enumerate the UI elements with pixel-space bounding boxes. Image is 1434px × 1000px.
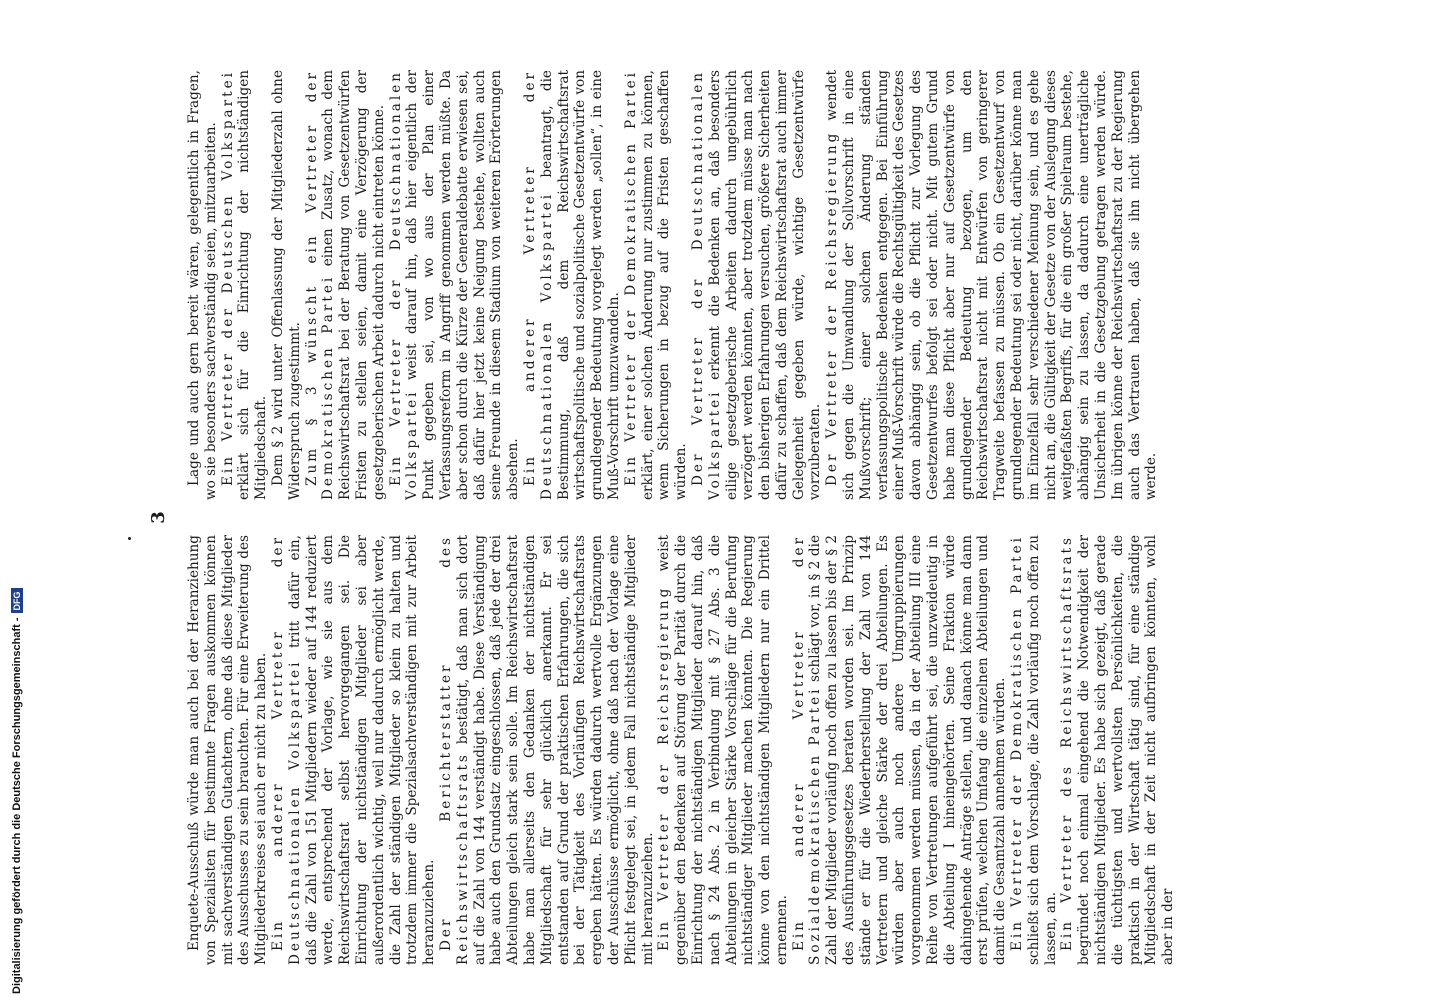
speaker-label: Ein Vertreter der Demokratischen Partei: [622, 70, 639, 486]
paragraph: [186, 535, 270, 965]
paragraph-text: begründet noch einmal eingehend die Notwendigkeit der nichtständigen Mitglieder. Es habe sich gezeigt, daß gerade die tüchtigsten und wertvollsten Persönlichkeiten, die praktisch in der Wirtschaft tätig sind, für eine ständige Mitgliedschaft in der Zeit nicht aufbringen könnten, wohl aber in der: [1076, 535, 1177, 965]
speaker-label: Ein anderer Vertreter der Sozialdemokratischen Partei: [790, 535, 824, 965]
paragraph: [824, 70, 1160, 500]
scanned-page: [148, 70, 1265, 965]
speaker-label: Ein Vertreter der Deutschnationalen Volkspartei: [387, 70, 421, 500]
paragraph: [388, 70, 522, 500]
paragraph-text: wendet sich gegen die Umwandlung der Sollvorschrift in eine Mußvorschrift; einer solchen Änderung ständen verfassungspolitische Bedenken entgegen. Bei Einführung einer Muß-Vorschrift würde die Rechtsgültigkeit des Gesetzes davon abhängig sein, ob die Pflicht zur Vorlegung des Gesetzentwurfes befolgt sei oder nicht. Mit gutem Grund habe man diese Pflicht aber nur auf Gesetzentwürfe von grundlegender Bedeutung bezogen, um den Reichswirtschaftsrat nicht mit Entwürfen von geringerer Tragweite befassen zu müssen. Ob ein Gesetzentwurf von grundlegender Bedeutung sei oder nicht, darüber könne man im Einzelfall sehr verschiedener Meinung sein, und es gehe nicht an, die Gültigkeit der Gesetze von der Auslegung dieses weitgefaßten Begriffs, für die ein großer Spielraum bestehe, abhängig sein zu lassen, da dadurch eine unerträgliche Unsicherheit in die Gesetzgebung getragen werden würde. Im übrigen könne der Reichswirtschaftsrat zu der Regierung auch das Vertrauen haben, daß sie ihn nicht übergehen werde.: [824, 70, 1160, 500]
paragraph: [791, 535, 1009, 965]
speaker-label: Zum § 3 wünscht ein Vertreter der Demokratischen Partei: [303, 70, 337, 500]
paragraph: [1009, 535, 1059, 965]
paragraph: [690, 70, 824, 500]
paragraph-text: einen Zusatz, wonach dem Reichswirtschaftsrat bei der Beratung von Gesetzentwürfen Fristen zu stellen seien, damit eine Verzögerung der gesetzgeberischen Arbeit dadurch nicht eintreten könne.: [320, 70, 387, 500]
left-column: [186, 535, 1261, 965]
page-number: 3: [148, 511, 169, 524]
paragraph-text: erklärt sich für die Einrichtung der nichtständigen Mitgliedschaft.: [236, 70, 270, 500]
paragraph: [522, 70, 623, 500]
speaker-label: Ein Vertreter der Reichsregierung: [656, 585, 673, 951]
speaker-label: Der Berichterstatter des Reichswirtschaftsrats: [437, 535, 471, 965]
paragraph-text: weist gegenüber den Bedenken auf Störung der Parität durch die Einrichtung der nichtständigen Mitglieder darauf hin, daß nach § 24 Abs. 2 in Verbindung mit § 27 Abs. 3 die Abteilungen in gleicher Stärke Vorschläge für die Berufung nichtständiger Mitglieder machen könnten. Die Regierung könne von den nichtständigen Mitgliedern nur ein Drittel ernennen.: [656, 535, 790, 965]
paragraph-text: erklärt, einer solchen Änderung nur zustimmen zu können, wenn Sicherungen in bezug auf die Fristen geschaffen würden.: [639, 70, 690, 500]
paragraph-text: Dem § 2 wird unter Offenlassung der Mitgliederzahl ohne Widerspruch zugestimmt.: [269, 70, 303, 500]
paragraph: [270, 70, 304, 500]
paragraph-text: Lage und auch gern bereit wären, gelegentlich in Fragen, wo sie besonders sachverständig seien, mitzuarbeiten.: [186, 70, 219, 500]
paragraph-text: Enquete-Ausschuß würde man auch bei der Heranziehung von Spezialisten für bestimmte Fragen auskommen können mit sachverständigen Gutachtern, ohne daß diese Mitglieder des Ausschusses zu sein brauchten. Für eine Erweiterung des Mitgliederkreises sei auch er nicht zu haben.: [186, 535, 270, 965]
paragraph-text: schließt sich dem Vorschlage, die Zahl vorläufig noch offen zu lassen, an.: [1025, 535, 1059, 965]
speaker-label: Der Vertreter der Reichsregierung: [824, 130, 841, 486]
speaker-label: Ein Vertreter der Demokratischen Partei: [1009, 535, 1026, 951]
speaker-label: Ein anderer Vertreter der Deutschnationalen Volkspartei: [269, 535, 303, 965]
footer-credit: Digitalisierung gefördert durch die Deutsche Forschungsgemeinschaft -: [11, 617, 23, 994]
paragraph: [270, 535, 438, 965]
paragraph: [656, 535, 790, 965]
speaker-label: Ein Vertreter der Deutschen Volkspartei: [219, 70, 236, 486]
paragraph: [186, 70, 220, 500]
paragraph-text: bestätigt, daß man sich dort auf die Zahl von 144 verständigt habe. Diese Verständigung habe auch den Grundsatz eingeschlossen, daß jede der drei Abteilungen gleich stark sein solle. Im Reichswirtschaftsrat habe man allerseits den Gedanken der nichtständigen Mitgliedschaft für sehr glücklich anerkannt. Er sei entstanden auf Grund der praktischen Erfahrungen, die sich bei der Tätigkeit des Vorläufigen Reichswirtschaftsrats ergeben hätten. Es würden dadurch wertvolle Ergänzungen der Ausschüsse ermöglicht, ohne daß nach der Vorlage eine Pflicht festgelegt sei, in jedem Fall nichtständige Mitglieder mit heranzuziehen.: [454, 535, 656, 965]
speaker-label: Ein anderer Vertreter der Deutschnationalen Volkspartei: [521, 70, 555, 500]
paragraph: [438, 535, 656, 965]
paragraph: [304, 70, 388, 500]
paragraph-text: schlägt vor, in § 2 die Zahl der Mitglieder vorläufig noch offen zu lassen bis der § 2 des Ausführungsgesetzes beraten worden sei. Im Prinzip stände er für die Wiederherstellung der Zahl von 144 Vertretern und gleiche Stärke der drei Abteilungen. Es würden aber auch noch andere Umgruppierungen vorgenommen werden müssen, da in der Abteilung III eine Reihe von Vertretungen aufgeführt sei, die unzweideutig in die Abteilung I hineingehörten. Seine Fraktion würde dahingehende Anträge stellen, und danach könne man dann erst prüfen, welchen Umfang die einzelnen Abteilungen und damit die Gesamtzahl annehmen würden.: [807, 535, 1009, 965]
paragraph-text: beantragt, die Bestimmung, daß dem Reichswirtschaftsrat wirtschaftspolitische und sozialpolitische Gesetzentwürfe von grundlegender Bedeutung vorgelegt werden „sollen“, in eine Muß-Vorschrift umzuwandeln.: [538, 70, 622, 500]
right-column: [186, 70, 1261, 500]
paragraph: [1059, 535, 1177, 965]
speaker-label: Der Vertreter der Deutschnationalen Volkspartei: [689, 70, 723, 500]
paragraph: [220, 70, 270, 500]
paragraph: [623, 70, 690, 500]
dfg-logo-icon: DFG: [11, 588, 23, 613]
scan-speck: [128, 537, 131, 540]
paragraph-text: weist darauf hin, daß hier eigentlich der Punkt gegeben sei, von wo aus der Plan einer Verfassungsreform in Angriff genommen werden müßte. Da aber schon durch die Kürze der Generaldebatte erwiesen sei, daß dafür hier jetzt keine Neigung bestehe, wollten auch seine Freunde in diesem Stadium von weiteren Erörterungen absehen.: [404, 70, 522, 500]
speaker-label: Ein Vertreter des Reichswirtschaftsrats: [1059, 535, 1076, 951]
paragraph-text: tritt dafür ein, daß die Zahl von 151 Mitgliedern wieder auf 144 reduziert werde, entsprechend der Vorlage, wie sie aus dem Reichswirtschaftsrat selbst hervorgegangen sei. Die Einrichtung der nichtständigen Mitglieder sei aber außerordentlich wichtig, weil nur dadurch ermöglicht werde, die Zahl der ständigen Mitglieder so klein zu halten und trotzdem immer die Spezialsachverständigen mit zur Arbeit heranzuziehen.: [286, 535, 438, 965]
footer: [6, 591, 28, 994]
paragraph-text: erkennt die Bedenken an, daß besonders eilige gesetzgeberische Arbeiten dadurch ungebührlich verzögert werden könnten, aber trotzdem müsse man nach den bisherigen Erfahrungen versuchen, größere Sicherheiten dafür zu schaffen, daß dem Reichswirtschaftsrat auch immer Gelegenheit gegeben würde, wichtige Gesetzentwürfe vorzuberaten.: [706, 70, 824, 500]
